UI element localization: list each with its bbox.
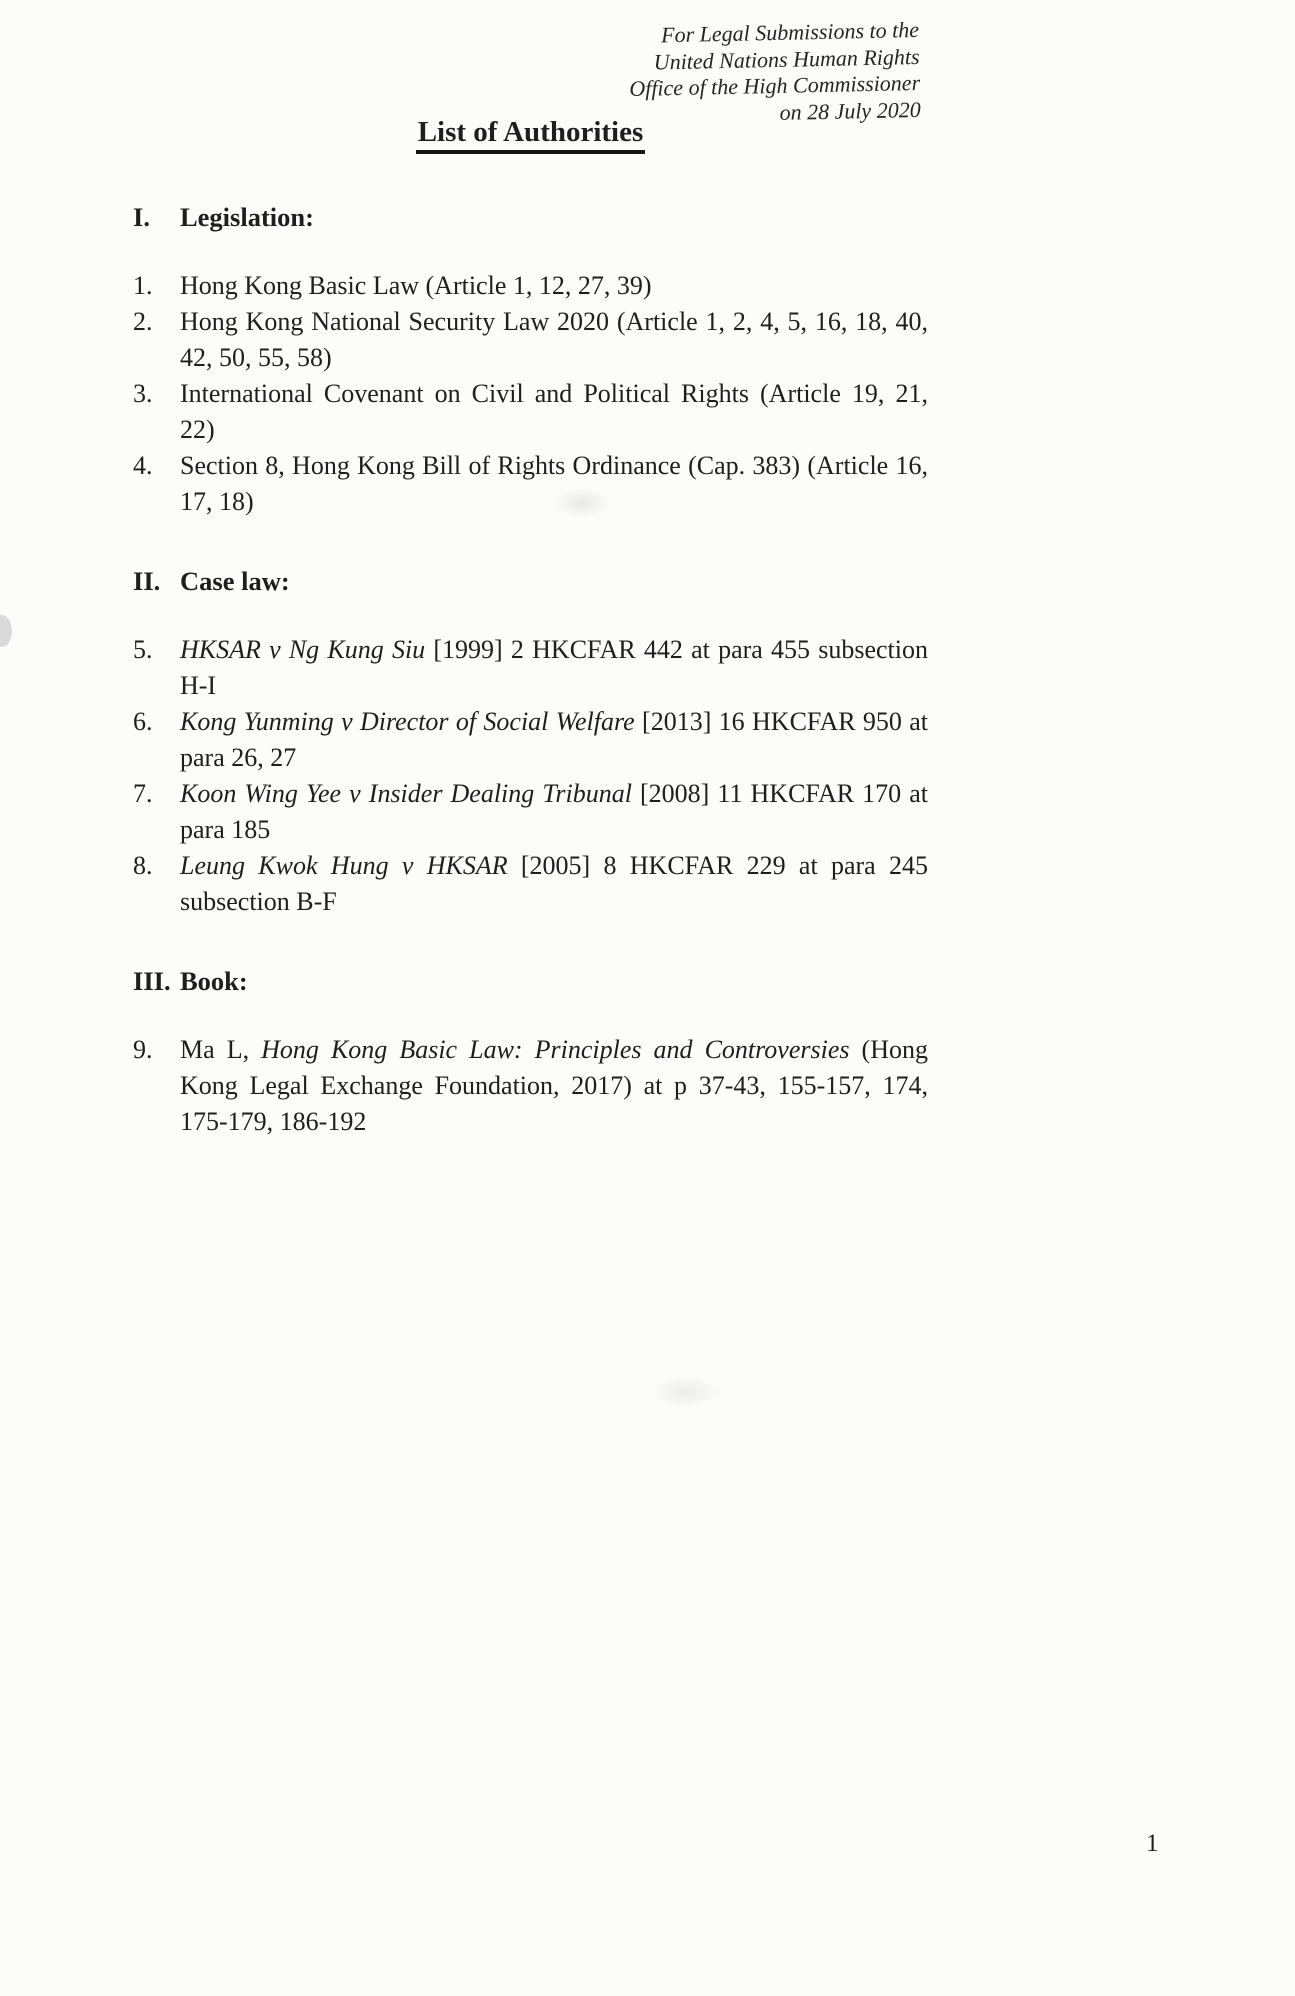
header-note-line: on 28 July 2020 (779, 96, 922, 125)
case-name: Koon Wing Yee v Insider Dealing Tribunal (180, 779, 632, 808)
section-heading-case-law (133, 566, 928, 596)
item-number: 3. (133, 379, 153, 408)
section-items-book (133, 1032, 928, 1140)
page-title-text: List of Authorities (416, 116, 646, 154)
scan-artifact (0, 615, 12, 647)
header-note-line: United Nations Human Rights (653, 43, 920, 75)
list-item (133, 268, 928, 304)
list-item (133, 448, 928, 520)
item-number: 4. (133, 451, 153, 480)
list-item (133, 376, 928, 448)
case-name: HKSAR v Ng Kung Siu (180, 635, 426, 664)
item-text: Section 8, Hong Kong Bill of Rights Ordinance (Cap. 383) (Article 16, 17, 18) (180, 451, 928, 516)
header-note-line: Office of the High Commissioner (629, 69, 921, 102)
item-text: Koon Wing Yee v Insider Dealing Tribunal [2008] 11 HKCFAR 170 at para 185 (180, 779, 928, 844)
header-note-line: For Legal Submissions to the (661, 16, 920, 48)
section-items-case-law (133, 632, 928, 920)
case-name: Kong Yunming v Director of Social Welfare (180, 707, 635, 736)
scan-artifact (650, 1375, 720, 1409)
list-item (133, 1032, 928, 1140)
item-text: Hong Kong National Security Law 2020 (Article 1, 2, 4, 5, 16, 18, 40, 42, 50, 55, 58) (180, 307, 928, 372)
section-label: Case law: (180, 566, 290, 596)
item-number: 8. (133, 851, 153, 880)
item-text: Ma L, Hong Kong Basic Law: Principles and Controversies (Hong Kong Legal Exchange Foundation, 2017) at p 37-43, 155-157, 174, 175-179, 186-192 (180, 1035, 928, 1136)
item-text: International Covenant on Civil and Political Rights (Article 19, 21, 22) (180, 379, 928, 444)
item-number: 7. (133, 779, 153, 808)
item-number: 1. (133, 271, 153, 300)
page-number: 1 (1146, 1830, 1159, 1857)
item-text: Kong Yunming v Director of Social Welfare [2013] 16 HKCFAR 950 at para 26, 27 (180, 707, 928, 772)
page-title (133, 112, 928, 152)
list-item (133, 632, 928, 704)
item-number: 6. (133, 707, 153, 736)
section-heading-book (133, 966, 928, 996)
item-text: Hong Kong Basic Law (Article 1, 12, 27, 39) (180, 271, 652, 300)
item-number: 5. (133, 635, 153, 664)
list-item (133, 304, 928, 376)
section-numeral: I. (133, 202, 150, 232)
item-text: Leung Kwok Hung v HKSAR [2005] 8 HKCFAR 229 at para 245 subsection B-F (180, 851, 928, 916)
section-numeral: III. (133, 966, 171, 996)
section-numeral: II. (133, 566, 161, 596)
item-number: 2. (133, 307, 153, 336)
book-title: Hong Kong Basic Law: Principles and Controversies (261, 1035, 850, 1064)
list-item (133, 704, 928, 776)
item-text: HKSAR v Ng Kung Siu [1999] 2 HKCFAR 442 at para 455 subsection H-I (180, 635, 928, 700)
section-items-legislation (133, 268, 928, 520)
section-label: Book: (180, 966, 248, 996)
document-body (133, 0, 928, 1140)
section-heading-legislation (133, 202, 928, 232)
list-item (133, 776, 928, 848)
section-label: Legislation: (180, 202, 314, 232)
case-name: Leung Kwok Hung v HKSAR (180, 851, 508, 880)
list-item (133, 848, 928, 920)
item-number: 9. (133, 1035, 153, 1064)
